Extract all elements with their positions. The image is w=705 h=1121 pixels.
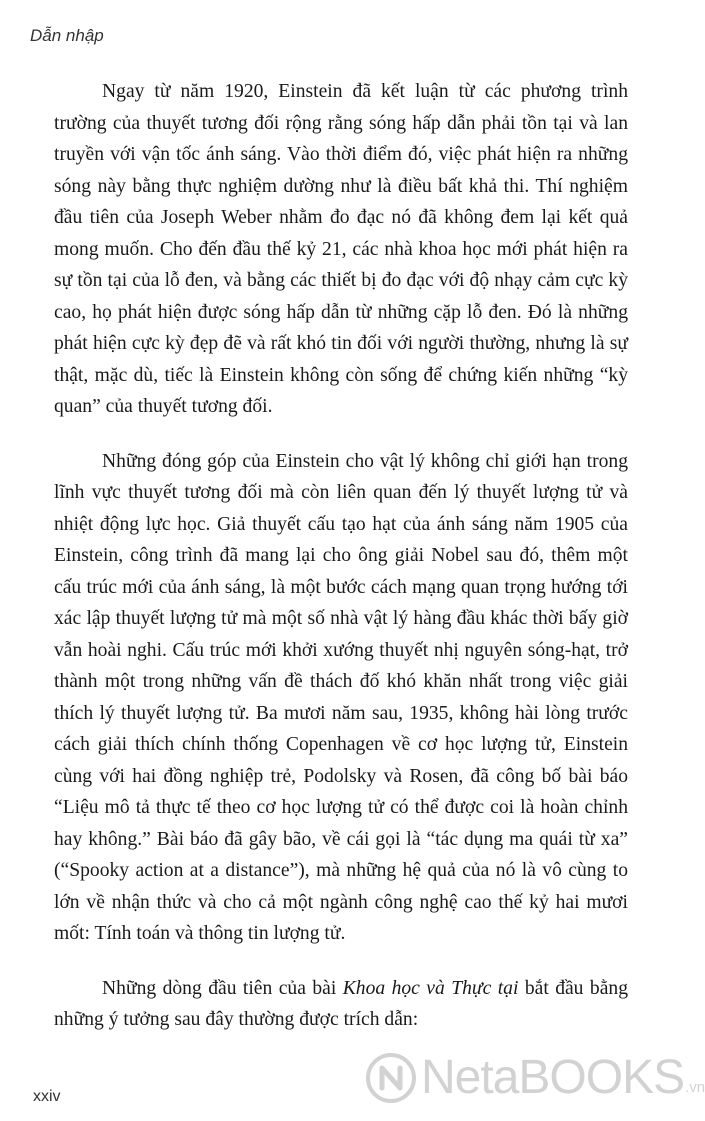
paragraph-2: Những đóng góp của Einstein cho vật lý không chỉ giới hạn trong lĩnh vực thuyết tương đối mà còn liên quan đến lý thuyết lượng tử và nhiệt động lực học. Giả thuyết cấu tạo hạt của ánh sáng năm 1905 của Einstein, công trình đã mang lại cho ông giải Nobel sau đó, thêm một cấu trúc mới của ánh sáng, là một bước cách mạng quan trọng hướng tới xác lập thuyết lượng tử mà một số nhà vật lý hàng đầu khác thời bấy giờ vẫn hoài nghi. Cấu trúc mới khởi xướng thuyết nhị nguyên sóng-hạt, trở thành một trong những vấn đề thách đố khó khăn nhất trong việc giải thích lý thuyết lượng tử. Ba mươi năm sau, 1935, không hài lòng trước cách giải thích chính thống Copenhagen về cơ học lượng tử, Einstein cùng với hai đồng nghiệp trẻ, Podolsky và Rosen, đã công bố bài báo “Liệu mô tả thực tế theo cơ học lượng tử có thể được coi là hoàn chỉnh hay không.” Bài báo đã gây bão, về cái gọi là “tác dụng ma quái từ xa” (“Spooky action at a distance”), mà những hệ quả của nó là vô cùng to lớn về nhận thức và cho cả một ngành công nghệ cao thế kỷ hai mươi mốt: Tính toán và thông tin lượng tử. — [54, 450, 628, 944]
watermark — [365, 1052, 705, 1104]
paragraph-3-tail: bắt đầu bằng những ý tưởng sau đây thường được trích dẫn: — [54, 977, 628, 1030]
running-head: Dẫn nhập — [30, 26, 104, 45]
page-number: xxiv — [33, 1088, 61, 1105]
paragraph-3 — [54, 973, 628, 1036]
body-text — [54, 76, 628, 1036]
book-title-italic: Khoa học và Thực tại — [342, 977, 519, 999]
paragraph-3-lead: Những dòng đầu tiên của bài — [102, 977, 343, 999]
watermark-suffix: .vn — [685, 1079, 705, 1096]
n-logo-icon — [365, 1052, 417, 1104]
watermark-brand: NetaBOOKS — [421, 1051, 685, 1104]
paragraph-1: Ngay từ năm 1920, Einstein đã kết luận từ các phương trình trường của thuyết tương đối rộng rằng sóng hấp dẫn phải tồn tại và lan truyền với vận tốc ánh sáng. Vào thời điểm đó, việc phát hiện ra những sóng này bằng thực nghiệm dường như là điều bất khả thi. Thí nghiệm đầu tiên của Joseph Weber nhằm đo đạc nó đã không đem lại kết quả mong muốn. Cho đến đầu thế kỷ 21, các nhà khoa học mới phát hiện ra sự tồn tại của lỗ đen, và bằng các thiết bị đo đạc với độ nhạy cảm cực kỳ cao, họ phát hiện được sóng hấp dẫn từ những cặp lỗ đen. Đó là những phát hiện cực kỳ đẹp đẽ và rất khó tin đối với người thường, nhưng là sự thật, mặc dù, tiếc là Einstein không còn sống để chứng kiến những “kỳ quan” của thuyết tương đối. — [54, 81, 628, 417]
